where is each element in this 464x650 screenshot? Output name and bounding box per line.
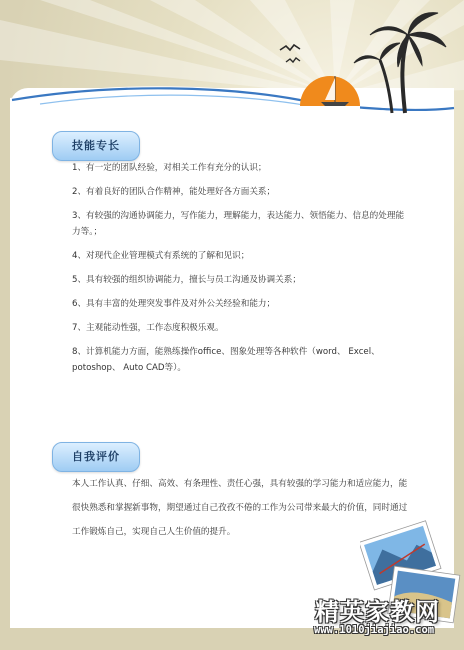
self-evaluation-text: 本人工作认真、仔细、高效、有条理性、责任心强，具有较强的学习能力和适应能力，能很快熟悉和掌握新事物，期望通过自己孜孜不倦的工作为公司带来最大的价值，同时通过工作锻炼自己，实现自己人生价值的提升。 (72, 479, 408, 537)
bird-icon (278, 42, 308, 70)
list-item: 6、具有丰富的处理突发事件及对外公关经验和能力； (72, 299, 276, 309)
skills-list (72, 160, 412, 384)
list-item: 7、主观能动性强，工作态度积极乐观。 (72, 323, 224, 333)
list-item: 5、具有较强的组织协调能力，擅长与员工沟通及协调关系； (72, 275, 301, 285)
list-item: 2、有着良好的团队合作精神，能处理好各方面关系； (72, 187, 276, 197)
list-item: 3、有较强的沟通协调能力，写作能力，理解能力，表达能力、领悟能力、信息的处理能力等。； (72, 211, 405, 237)
section-title-skills: 技能专长 (52, 131, 140, 161)
watermark-url: www.1010jiajiao.com (314, 624, 435, 636)
watermark-brand: 精英家教网 (315, 598, 440, 626)
section-title-self-evaluation: 自我评价 (52, 442, 140, 472)
list-item: 8、计算机能力方面，能熟练操作office、图象处理等各种软件（word、 Excel、 potoshop、 Auto CAD等）。 (72, 347, 380, 373)
list-item: 4、对现代企业管理模式有系统的了解和见识； (72, 251, 250, 261)
list-item: 1、有一定的团队经验，对相关工作有充分的认识； (72, 163, 267, 173)
palm-tree-icon (350, 5, 450, 117)
